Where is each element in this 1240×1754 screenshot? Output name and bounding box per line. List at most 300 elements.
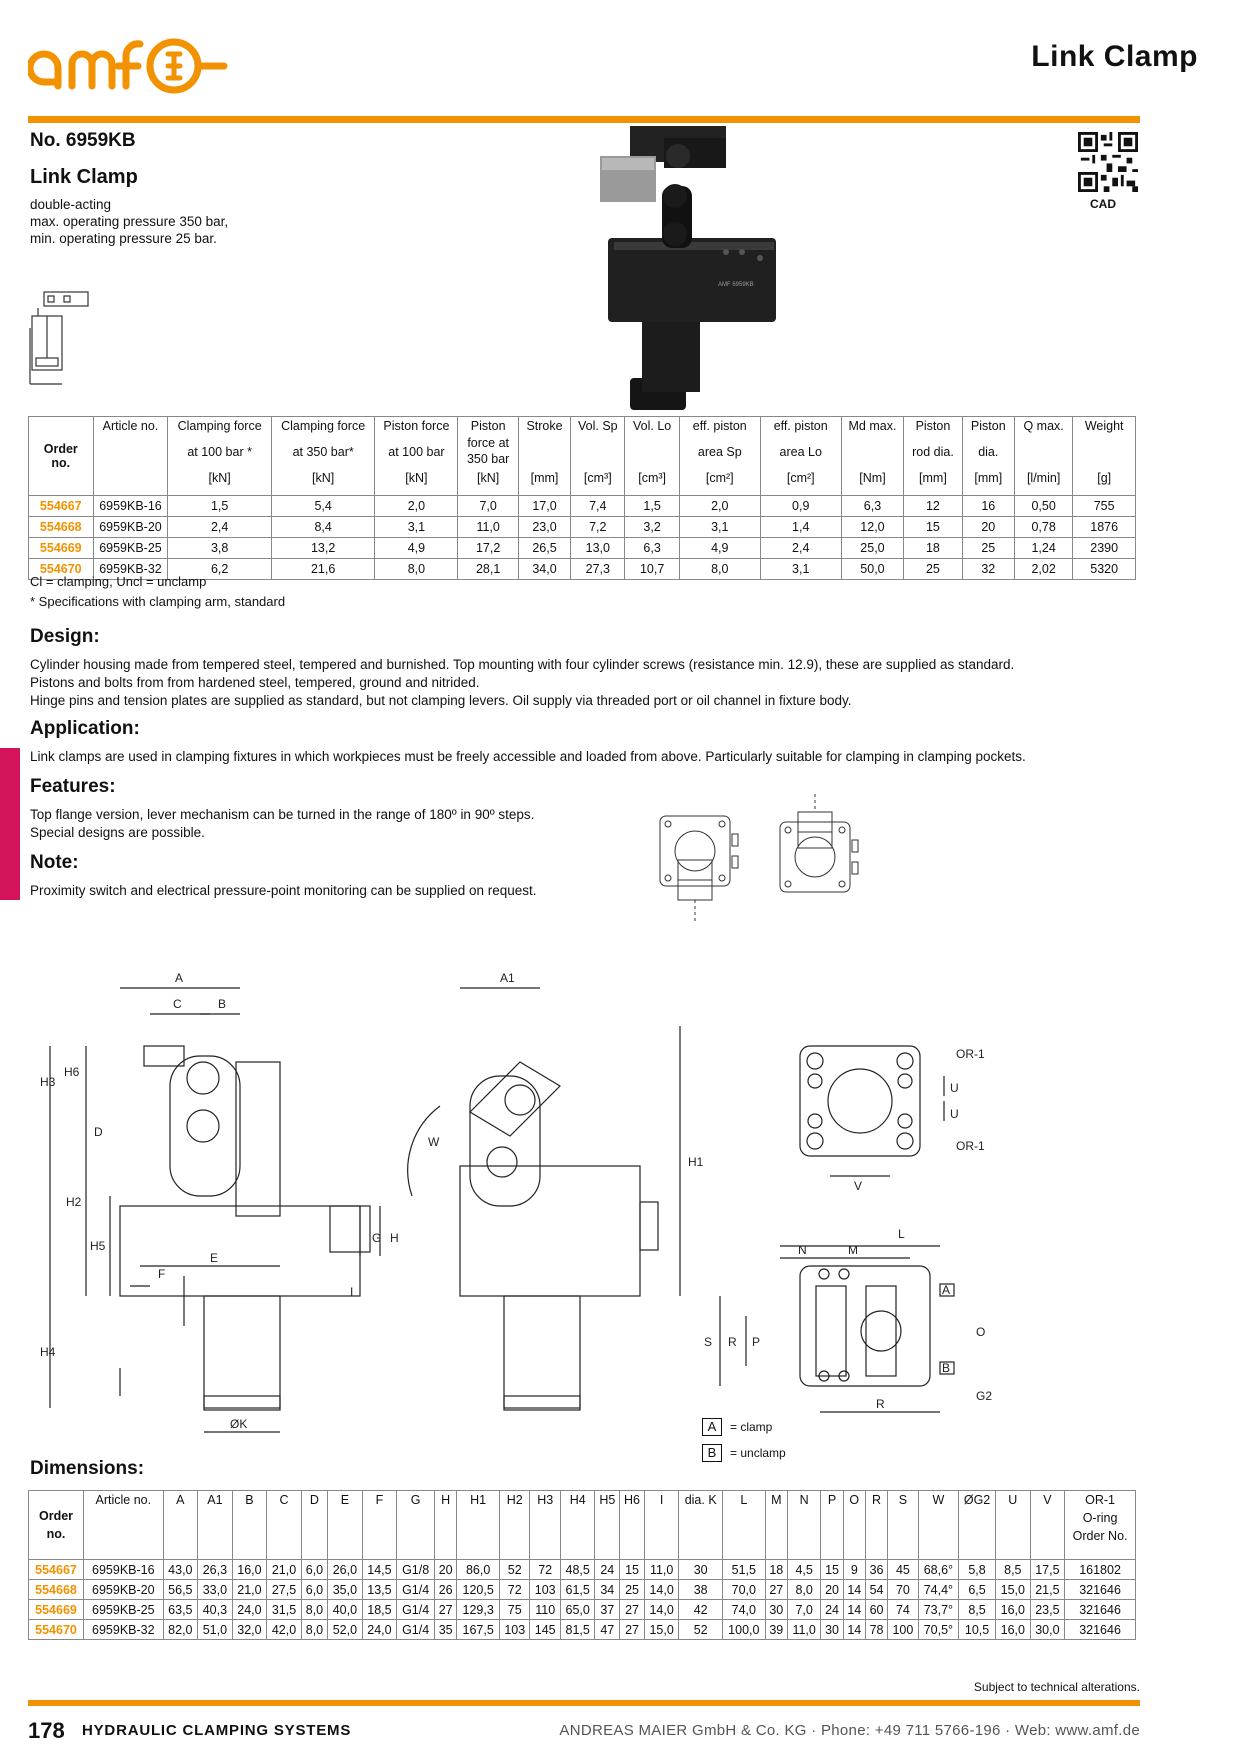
dimension-cell: 54 <box>865 1580 887 1600</box>
spec-cell: 10,7 <box>625 559 679 580</box>
dimensions-header-cell: L <box>722 1491 765 1560</box>
dimension-cell: 81,5 <box>560 1620 595 1640</box>
spec-cell: 1876 <box>1073 517 1136 538</box>
dimensions-header-cell: Order no. <box>29 1491 84 1560</box>
spec-cell: 3,2 <box>625 517 679 538</box>
dim-label-H2: H2 <box>66 1195 82 1209</box>
dim-label-R: R <box>876 1397 885 1411</box>
order-number-link[interactable]: 554668 <box>29 1580 84 1600</box>
dimension-cell: 120,5 <box>457 1580 500 1600</box>
dimension-cell: 4,5 <box>787 1560 820 1580</box>
dimension-cell: 56,5 <box>163 1580 198 1600</box>
dimension-cell: 70,5° <box>918 1620 958 1640</box>
application-text: Link clamps are used in clamping fixtures in which workpieces must be freely accessible and loaded from above. Particularly suitable for clamping in clamping pockets. <box>30 749 1026 764</box>
dimension-cell: 70 <box>888 1580 918 1600</box>
dimensions-header-cell: H4 <box>560 1491 595 1560</box>
port-label-A: A <box>942 1283 951 1297</box>
spec-cell: 6,3 <box>625 538 679 559</box>
dimension-cell: 161802 <box>1065 1560 1136 1580</box>
dimension-cell: 21,0 <box>267 1560 302 1580</box>
specification-table <box>28 416 1136 580</box>
spec-cell: 11,0 <box>458 517 518 538</box>
spec-header-md: Md max. [Nm] <box>841 417 904 496</box>
dimensions-table-row <box>29 1560 1136 1580</box>
dimensions-header-cell: U <box>996 1491 1031 1560</box>
spec-cell: 2,02 <box>1014 559 1072 580</box>
order-number-link[interactable]: 554668 <box>29 517 94 538</box>
dimension-cell: 16,0 <box>996 1620 1031 1640</box>
spec-table-body <box>29 496 1136 580</box>
spec-cell: 7,0 <box>458 496 518 517</box>
dimension-cell: 21,0 <box>232 1580 267 1600</box>
dimension-cell: 110 <box>530 1600 560 1620</box>
dimension-cell: 26,3 <box>198 1560 233 1580</box>
design-line: Pistons and bolts from from hardened steel, tempered, ground and nitrided. <box>30 675 480 690</box>
dimensions-header-cell: H6 <box>620 1491 645 1560</box>
dim-label-B: B <box>218 997 227 1011</box>
dim-label-G2: G2 <box>976 1389 993 1403</box>
dimension-cell: 17,5 <box>1030 1560 1065 1580</box>
spec-cell: 25,0 <box>841 538 904 559</box>
dimension-cell: 14,0 <box>644 1580 679 1600</box>
dimension-cell: 103 <box>500 1620 530 1640</box>
dimension-cell: 63,5 <box>163 1600 198 1620</box>
dimensions-table <box>28 1490 1136 1640</box>
spec-cell: 1,5 <box>625 496 679 517</box>
spec-header-area-lo: eff. piston area Lo [cm²] <box>760 417 841 496</box>
dimensions-header-cell: W <box>918 1491 958 1560</box>
dimension-cell: 321646 <box>1065 1580 1136 1600</box>
dimension-cell: 27 <box>435 1600 457 1620</box>
dimension-cell: 11,0 <box>787 1620 820 1640</box>
dimensions-header-row <box>29 1491 1136 1560</box>
dimension-cell: 14 <box>843 1600 865 1620</box>
dim-label-C: C <box>173 997 182 1011</box>
dimensions-header-cell: A <box>163 1491 198 1560</box>
dimensions-header-cell: dia. K <box>679 1491 723 1560</box>
spec-cell: 1,24 <box>1014 538 1072 559</box>
dimension-cell: 20 <box>821 1580 843 1600</box>
dimension-cell: 6,0 <box>301 1560 327 1580</box>
dimensions-header-cell: Article no. <box>84 1491 164 1560</box>
dimension-cell: 14,0 <box>644 1600 679 1620</box>
spec-cell: 17,2 <box>458 538 518 559</box>
dimension-cell: 7,0 <box>787 1600 820 1620</box>
spec-cell: 1,5 <box>168 496 272 517</box>
spec-table-row <box>29 517 1136 538</box>
dim-label-W: W <box>428 1135 440 1149</box>
page-title: Link Clamp <box>1031 40 1198 73</box>
spec-cell: 6959KB-20 <box>93 517 168 538</box>
dimension-cell: 74 <box>888 1600 918 1620</box>
intro-line: max. operating pressure 350 bar, <box>30 214 229 229</box>
dimensions-header-cell: C <box>267 1491 302 1560</box>
dimension-cell: 103 <box>530 1580 560 1600</box>
spec-cell: 13,0 <box>571 538 625 559</box>
dim-label-O: O <box>976 1325 986 1339</box>
dimension-cell: 38 <box>679 1580 723 1600</box>
dimension-cell: 167,5 <box>457 1620 500 1640</box>
dim-label-H5: H5 <box>90 1239 106 1253</box>
dimension-cell: 42,0 <box>267 1620 302 1640</box>
dimension-cell: 26 <box>435 1580 457 1600</box>
dimensions-table-row <box>29 1580 1136 1600</box>
dimension-cell: 74,0 <box>722 1600 765 1620</box>
spec-header-article: Article no. <box>93 417 168 496</box>
features-line: Top flange version, lever mechanism can be turned in the range of 180º in 90º steps. <box>30 807 535 822</box>
dimension-cell: 52 <box>679 1620 723 1640</box>
spec-cell: 0,78 <box>1014 517 1072 538</box>
dim-label-U: U <box>950 1081 959 1095</box>
spec-cell: 25 <box>962 538 1014 559</box>
dimension-cell: 8,0 <box>787 1580 820 1600</box>
bottom-rule <box>28 1700 1140 1706</box>
dimension-cell: 35,0 <box>328 1580 363 1600</box>
dim-label-R-left: R <box>728 1335 737 1349</box>
dimension-cell: 74,4° <box>918 1580 958 1600</box>
spec-cell: 26,5 <box>518 538 570 559</box>
spec-header-stroke: Stroke [mm] <box>518 417 570 496</box>
dimensions-header-cell: D <box>301 1491 327 1560</box>
design-text <box>30 656 1140 710</box>
dimension-cell: G1/4 <box>397 1580 435 1600</box>
spec-cell: 34,0 <box>518 559 570 580</box>
specification-footnote: * Specifications with clamping arm, standard <box>30 594 286 609</box>
page-number: 178 <box>28 1718 65 1743</box>
dimensions-header-cell: B <box>232 1491 267 1560</box>
dimension-cell: 35 <box>435 1620 457 1640</box>
dimension-cell: 70,0 <box>722 1580 765 1600</box>
dimensions-header-cell: H3 <box>530 1491 560 1560</box>
order-number-link[interactable]: 554667 <box>29 1560 84 1580</box>
dimensions-header-cell: P <box>821 1491 843 1560</box>
legend-clamp-text: = clamp <box>730 1420 773 1434</box>
spec-header-clamp-350: Clamping force at 350 bar* [kN] <box>271 417 375 496</box>
features-line: Special designs are possible. <box>30 825 205 840</box>
spec-cell: 8,0 <box>679 559 760 580</box>
order-number-link[interactable]: 554670 <box>29 559 94 580</box>
dimension-cell: 10,5 <box>959 1620 996 1640</box>
amf-logo <box>28 28 228 100</box>
dim-label-V: V <box>854 1179 863 1193</box>
dimension-cell: 42 <box>679 1600 723 1620</box>
dimension-cell: 15 <box>821 1560 843 1580</box>
spec-cell: 4,9 <box>375 538 458 559</box>
dimensions-table-row <box>29 1620 1136 1640</box>
dimension-cell: 68,6° <box>918 1560 958 1580</box>
spec-header-rod-dia: Piston rod dia. [mm] <box>904 417 962 496</box>
dimension-cell: 129,3 <box>457 1600 500 1620</box>
spec-cell: 0,50 <box>1014 496 1072 517</box>
dimension-cell: 27 <box>620 1620 645 1640</box>
spec-header-area-sp: eff. piston area Sp [cm²] <box>679 417 760 496</box>
footer-section: HYDRAULIC CLAMPING SYSTEMS <box>82 1722 352 1739</box>
dimension-cell: 36 <box>865 1560 887 1580</box>
dim-label-OR1-bottom: OR-1 <box>956 1139 985 1153</box>
spec-header-q-max: Q max. [l/min] <box>1014 417 1072 496</box>
cad-qr-code-icon[interactable] <box>1078 132 1138 192</box>
dimension-cell: G1/4 <box>397 1600 435 1620</box>
spec-cell: 8,0 <box>375 559 458 580</box>
top-rule <box>28 116 1140 123</box>
dim-label-S: S <box>704 1335 713 1349</box>
dimension-cell: 86,0 <box>457 1560 500 1580</box>
order-number-link[interactable]: 554670 <box>29 1620 84 1640</box>
dimension-cell: 47 <box>595 1620 620 1640</box>
dimension-cell: 48,5 <box>560 1560 595 1580</box>
dimension-cell: 51,0 <box>198 1620 233 1640</box>
dimensions-header-cell: OR-1 O-ring Order No. <box>1065 1491 1136 1560</box>
dimension-cell: 82,0 <box>163 1620 198 1640</box>
dim-label-P: P <box>752 1335 761 1349</box>
spec-cell: 16 <box>962 496 1014 517</box>
spec-cell: 6,3 <box>841 496 904 517</box>
dim-label-A: A <box>175 971 184 985</box>
dimension-cell: 27,5 <box>267 1580 302 1600</box>
legend-unclamp-text: = unclamp <box>730 1446 786 1460</box>
dimensions-header-cell: H1 <box>457 1491 500 1560</box>
spec-cell: 6,2 <box>168 559 272 580</box>
spec-cell: 2,4 <box>168 517 272 538</box>
order-number-link[interactable]: 554669 <box>29 538 94 559</box>
spec-cell: 3,1 <box>375 517 458 538</box>
spec-cell: 4,9 <box>679 538 760 559</box>
spec-cell: 18 <box>904 538 962 559</box>
dim-label-L: L <box>898 1227 905 1241</box>
product-number: No. 6959KB <box>30 130 136 151</box>
spec-cell: 3,1 <box>760 559 841 580</box>
dimension-cell: 8,0 <box>301 1600 327 1620</box>
dimension-cell: 8,5 <box>959 1600 996 1620</box>
spec-cell: 13,2 <box>271 538 375 559</box>
dimension-cell: 40,3 <box>198 1600 233 1620</box>
dim-label-H4: H4 <box>40 1345 56 1359</box>
application-heading: Application: <box>30 718 140 739</box>
dimensions-header-cell: H5 <box>595 1491 620 1560</box>
dimension-cell: 25 <box>620 1580 645 1600</box>
spec-cell: 12 <box>904 496 962 517</box>
hydraulic-symbol-icon <box>28 288 92 388</box>
dimensions-header-cell: H <box>435 1491 457 1560</box>
spec-cell: 50,0 <box>841 559 904 580</box>
dimensions-header-cell: M <box>765 1491 787 1560</box>
category-sidebar-marker <box>0 748 20 900</box>
features-heading: Features: <box>30 776 116 797</box>
spec-cell: 2,0 <box>375 496 458 517</box>
dimension-cell: 24 <box>595 1560 620 1580</box>
product-photo <box>600 126 778 412</box>
dimension-cell: 72 <box>530 1560 560 1580</box>
dimension-cell: G1/8 <box>397 1560 435 1580</box>
dimensions-header-cell: S <box>888 1491 918 1560</box>
dimension-cell: 21,5 <box>1030 1580 1065 1600</box>
dimension-cell: 37 <box>595 1600 620 1620</box>
dimension-cell: 23,5 <box>1030 1600 1065 1620</box>
dim-label-E: E <box>210 1251 219 1265</box>
spec-cell: 12,0 <box>841 517 904 538</box>
dimensions-header-cell: E <box>328 1491 363 1560</box>
orientation-view-1 <box>648 796 744 926</box>
dimension-cell: 30 <box>765 1600 787 1620</box>
dim-label-M: M <box>848 1243 858 1257</box>
dimensions-table-body <box>29 1560 1136 1640</box>
spec-header-weight: Weight [g] <box>1073 417 1136 496</box>
note-heading: Note: <box>30 852 79 873</box>
dimensions-header-cell: ØG2 <box>959 1491 996 1560</box>
cad-label[interactable]: CAD <box>1090 197 1116 211</box>
dimension-cell: 33,0 <box>198 1580 233 1600</box>
dimensions-header-cell: H2 <box>500 1491 530 1560</box>
dim-label-I: I <box>350 1285 354 1299</box>
dimension-cell: 43,0 <box>163 1560 198 1580</box>
dimension-cell: 30 <box>821 1620 843 1640</box>
design-line: Cylinder housing made from tempered steel, tempered and burnished. Top mounting with four cylinder screws (resistance min. 12.9), these are supplied as standard. <box>30 657 1015 672</box>
dim-label-K: ØK <box>230 1417 248 1431</box>
intro-line: double-acting <box>30 197 112 212</box>
spec-cell: 23,0 <box>518 517 570 538</box>
dimension-cell: 27 <box>765 1580 787 1600</box>
spec-cell: 5320 <box>1073 559 1136 580</box>
orientation-view-2 <box>768 792 864 904</box>
spec-header-clamp-100: Clamping force at 100 bar * [kN] <box>168 417 272 496</box>
spec-header-piston-dia: Piston dia. [mm] <box>962 417 1014 496</box>
dimension-cell: 39 <box>765 1620 787 1640</box>
dimension-cell: 72 <box>500 1580 530 1600</box>
spec-cell: 28,1 <box>458 559 518 580</box>
dim-label-D: D <box>94 1125 103 1139</box>
dimensions-header-cell: F <box>362 1491 397 1560</box>
spec-header-vol-lo: Vol. Lo [cm³] <box>625 417 679 496</box>
dim-label-OR1-top: OR-1 <box>956 1047 985 1061</box>
dimension-cell: 45 <box>888 1560 918 1580</box>
order-number-link[interactable]: 554667 <box>29 496 94 517</box>
dimensions-header-cell: R <box>865 1491 887 1560</box>
dimension-cell: 52,0 <box>328 1620 363 1640</box>
spec-cell: 755 <box>1073 496 1136 517</box>
spec-table-row <box>29 496 1136 517</box>
dimension-cell: 51,5 <box>722 1560 765 1580</box>
dimension-cell: 78 <box>865 1620 887 1640</box>
dimension-cell: 321646 <box>1065 1600 1136 1620</box>
dimension-cell: 15 <box>620 1560 645 1580</box>
dim-label-H3: H3 <box>40 1075 56 1089</box>
spec-cell: 7,4 <box>571 496 625 517</box>
legend-unclamp <box>702 1444 786 1462</box>
dimension-cell: 73,7° <box>918 1600 958 1620</box>
spec-header-piston-350: Piston force at 350 bar [kN] <box>458 417 518 496</box>
dimension-cell: 9 <box>843 1560 865 1580</box>
design-heading: Design: <box>30 626 100 647</box>
spec-cell: 7,2 <box>571 517 625 538</box>
dim-label-H1: H1 <box>688 1155 704 1169</box>
dimension-cell: 65,0 <box>560 1600 595 1620</box>
dim-label-U2: U <box>950 1107 959 1121</box>
dimension-cell: 14,5 <box>362 1560 397 1580</box>
dimension-cell: 24 <box>821 1600 843 1620</box>
order-number-link[interactable]: 554669 <box>29 1600 84 1620</box>
dim-label-F: F <box>158 1267 166 1281</box>
dimension-cell: 40,0 <box>328 1600 363 1620</box>
dimension-cell: 8,5 <box>996 1560 1031 1580</box>
dimensions-header-cell: O <box>843 1491 865 1560</box>
company-info: ANDREAS MAIER GmbH & Co. KG · Phone: +49 711 5766-196 · Web: www.amf.de <box>559 1722 1140 1739</box>
abbreviation-note: Cl = clamping, Uncl = unclamp <box>30 574 207 589</box>
spec-cell: 3,8 <box>168 538 272 559</box>
features-text <box>30 806 630 842</box>
spec-cell: 21,6 <box>271 559 375 580</box>
dimensions-header-cell: A1 <box>198 1491 233 1560</box>
spec-cell: 15 <box>904 517 962 538</box>
spec-cell: 32 <box>962 559 1014 580</box>
dimension-cell: 145 <box>530 1620 560 1640</box>
design-line: Hinge pins and tension plates are supplied as standard, but not clamping levers. Oil supply via threaded port or oil channel in fixture body. <box>30 693 852 708</box>
dimensions-header-cell: N <box>787 1491 820 1560</box>
product-name: Link Clamp <box>30 166 138 188</box>
dimensions-table-row <box>29 1600 1136 1620</box>
dimension-cell: 14 <box>843 1580 865 1600</box>
dimensions-header-cell: V <box>1030 1491 1065 1560</box>
dimension-cell: 31,5 <box>267 1600 302 1620</box>
dimensions-header-cell: G <box>397 1491 435 1560</box>
legend-clamp <box>702 1418 772 1436</box>
dimension-cell: 5,8 <box>959 1560 996 1580</box>
dimension-cell: 6959KB-32 <box>84 1620 164 1640</box>
dimension-cell: 30 <box>679 1560 723 1580</box>
spec-cell: 2,4 <box>760 538 841 559</box>
dimensions-heading: Dimensions: <box>30 1458 145 1479</box>
dimension-cell: 14 <box>843 1620 865 1640</box>
note-text: Proximity switch and electrical pressure-point monitoring can be supplied on request. <box>30 883 537 898</box>
dimension-cell: 75 <box>500 1600 530 1620</box>
spec-cell: 6959KB-32 <box>93 559 168 580</box>
spec-cell: 25 <box>904 559 962 580</box>
dimension-cell: 32,0 <box>232 1620 267 1640</box>
legend-unclamp-key: B <box>702 1444 722 1462</box>
spec-cell: 1,4 <box>760 517 841 538</box>
spec-cell: 3,1 <box>679 517 760 538</box>
dimensions-header-cell: I <box>644 1491 679 1560</box>
dimension-cell: 61,5 <box>560 1580 595 1600</box>
spec-header-vol-sp: Vol. Sp [cm³] <box>571 417 625 496</box>
dimension-cell: 18,5 <box>362 1600 397 1620</box>
spec-cell: 20 <box>962 517 1014 538</box>
spec-cell: 2390 <box>1073 538 1136 559</box>
spec-cell: 2,0 <box>679 496 760 517</box>
dimension-cell: 15,0 <box>644 1620 679 1640</box>
legend-clamp-key: A <box>702 1418 722 1436</box>
dimension-cell: 8,0 <box>301 1620 327 1640</box>
dim-label-A1: A1 <box>500 971 515 985</box>
dimension-cell: 100 <box>888 1620 918 1640</box>
dim-label-H: H <box>390 1231 399 1245</box>
port-label-B: B <box>942 1361 951 1375</box>
dimension-cell: 26,0 <box>328 1560 363 1580</box>
dimension-cell: 24,0 <box>362 1620 397 1640</box>
spec-header-piston-100: Piston force at 100 bar [kN] <box>375 417 458 496</box>
spec-cell: 6959KB-16 <box>93 496 168 517</box>
dimension-cell: 24,0 <box>232 1600 267 1620</box>
dimension-cell: 13,5 <box>362 1580 397 1600</box>
dimension-cell: 52 <box>500 1560 530 1580</box>
dimension-cell: 11,0 <box>644 1560 679 1580</box>
dimension-cell: 6959KB-20 <box>84 1580 164 1600</box>
spec-cell: 17,0 <box>518 496 570 517</box>
dimension-cell: 6959KB-16 <box>84 1560 164 1580</box>
disclaimer: Subject to technical alterations. <box>973 1680 1140 1694</box>
dimension-drawing <box>40 966 1140 1446</box>
dimension-cell: 100,0 <box>722 1620 765 1640</box>
dimension-cell: 34 <box>595 1580 620 1600</box>
